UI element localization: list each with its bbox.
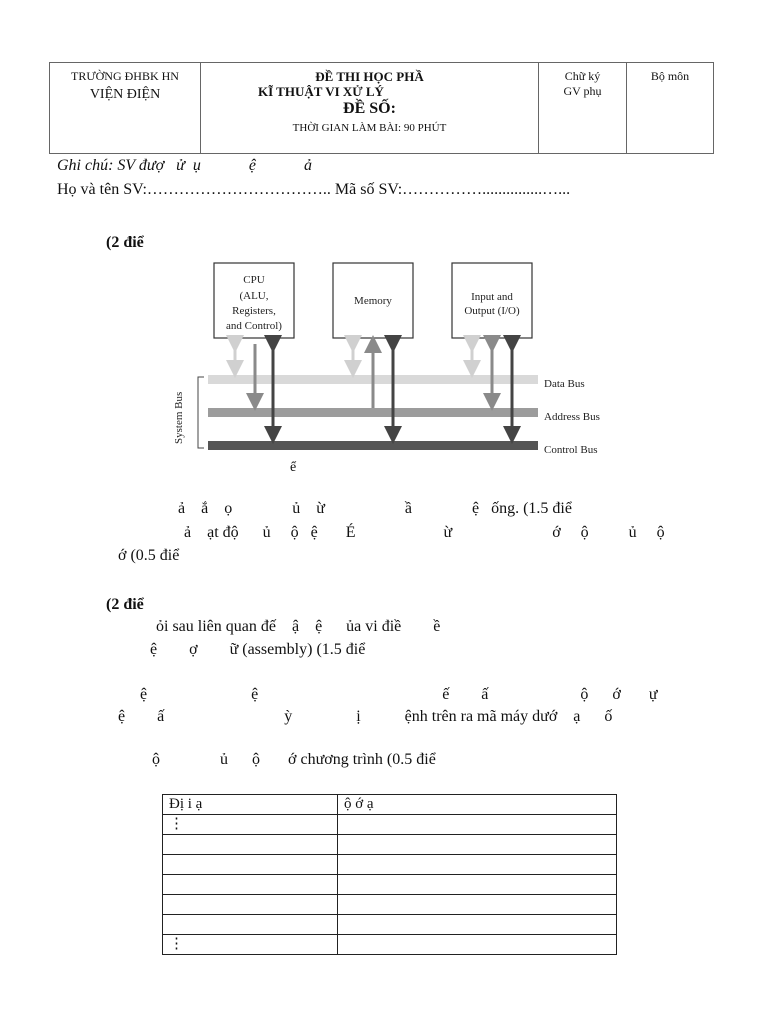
proctor-label: GV phụ: [563, 84, 602, 98]
system-bus-bracket: [198, 377, 204, 448]
cpu-label-1: CPU: [243, 274, 265, 286]
cpu-label-3: Registers,: [232, 305, 276, 317]
question-2-text-1: ệ ệ ế ấ ộ ớ ự: [140, 686, 658, 703]
table-cell[interactable]: [338, 815, 617, 835]
course-name: KĨ THUẬT VI XỬ LÝ: [258, 84, 384, 99]
department-cell: [627, 63, 714, 154]
institute-name: VIỆN ĐIỆN: [89, 87, 161, 102]
address-bus-label: Address Bus: [544, 411, 600, 423]
school-cell: [50, 63, 201, 154]
question-2-part-a: ệ ợ ữ (assembly) (1.5 điể: [150, 641, 366, 658]
table-cell[interactable]: [338, 895, 617, 915]
table-row: [163, 935, 617, 955]
exam-title-cell: [201, 63, 539, 154]
student-info-line: Họ và tên SV:…………………………….. Mã số SV:……………...............…...: [57, 181, 571, 198]
table-cell[interactable]: [163, 915, 338, 935]
figure-caption: ể: [290, 460, 297, 475]
table-cell[interactable]: [163, 895, 338, 915]
table-cell[interactable]: [338, 875, 617, 895]
question-2-part-b: ộ ủ ộ ớ chương trình (0.5 điể: [152, 751, 436, 768]
memory-address-table: [162, 794, 617, 955]
exam-duration: THỜI GIAN LÀM BÀI: 90 PHÚT: [292, 122, 447, 134]
question-1-part-b: ả ạt độ ủ ộ ệ É ừ ớ ộ ủ ộ: [184, 524, 665, 541]
cpu-label-2: (ALU,: [239, 290, 269, 302]
table-row: [163, 815, 617, 835]
table-cell[interactable]: ⋮: [163, 935, 338, 955]
table-row: [163, 895, 617, 915]
data-bus-label: Data Bus: [544, 378, 585, 390]
io-label-2: Output (I/O): [464, 305, 520, 317]
question-1-part-a: ả ắ ọ ủ ừ ầ ệ ống. (1.5 điể: [178, 500, 572, 517]
question-1-part-b-cont: ớ (0.5 điể: [118, 547, 180, 564]
table-row: [163, 875, 617, 895]
table-cell[interactable]: [338, 935, 617, 955]
address-bus-line: [208, 408, 538, 417]
department-label: Bộ môn: [650, 69, 690, 83]
table-cell[interactable]: [338, 835, 617, 855]
table-row: [163, 915, 617, 935]
exam-code: ĐỀ SỐ:: [343, 100, 396, 117]
memory-label: Memory: [354, 295, 392, 307]
question-2-points: (2 điể: [106, 596, 144, 613]
table-cell[interactable]: [338, 915, 617, 935]
exam-title: ĐỀ THI HỌC PHẦ: [315, 69, 424, 84]
table-header-row: [163, 795, 617, 815]
table-cell[interactable]: [163, 835, 338, 855]
exam-header: [49, 62, 714, 154]
system-bus-label: System Bus: [173, 391, 185, 444]
table-header-content: ộ ớ ạ: [338, 795, 617, 815]
question-2-intro: ỏi sau liên quan đế ậ ệ ủa vi điề ề: [156, 618, 441, 635]
io-label-1: Input and: [471, 291, 513, 303]
table-cell[interactable]: ⋮: [163, 815, 338, 835]
system-bus-diagram: [160, 258, 620, 478]
signature-label: Chữ ký: [564, 69, 601, 83]
cpu-label-4: and Control): [226, 320, 282, 332]
control-bus-label: Control Bus: [544, 444, 598, 456]
question-1-points: (2 điể: [106, 234, 144, 251]
exam-note: Ghi chú: SV đượ ử ụ ệ ả: [57, 157, 313, 174]
table-row: [163, 855, 617, 875]
table-cell[interactable]: [163, 855, 338, 875]
control-bus-line: [208, 441, 538, 450]
table-cell[interactable]: [163, 875, 338, 895]
table-header-address: Đị i ạ: [163, 795, 338, 815]
table-cell[interactable]: [338, 855, 617, 875]
question-2-text-2: ệ ấ ỳ ị ệnh trên ra mã máy dướ ạ ố: [118, 708, 613, 725]
table-row: [163, 835, 617, 855]
school-name: TRƯỜNG ĐHBK HN: [71, 69, 179, 83]
signature-cell: [539, 63, 627, 154]
